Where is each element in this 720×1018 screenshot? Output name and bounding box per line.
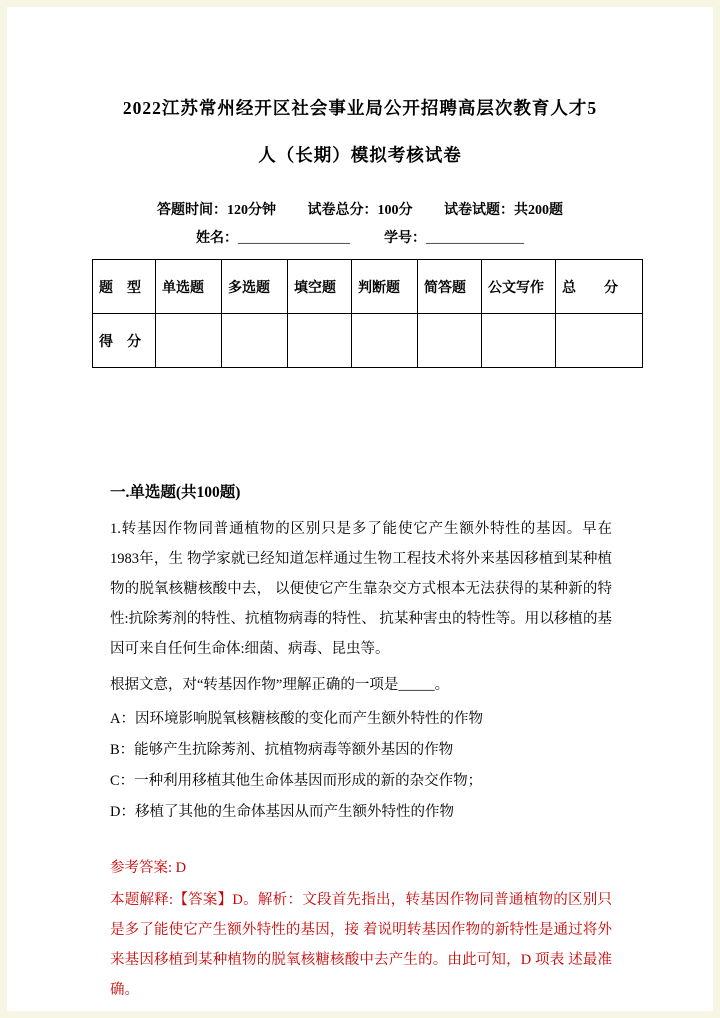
exam-meta-line xyxy=(85,199,635,219)
name-label: 姓名： xyxy=(196,231,238,246)
option-b: B：能够产生抗除莠剂、抗植物病毒等额外基因的作物 xyxy=(110,742,454,758)
meta-total-score: 试卷总分：100分 xyxy=(307,203,413,218)
table-cell-fill-blank: 填空题 xyxy=(288,260,352,314)
table-cell-short-answer: 简答题 xyxy=(418,260,482,314)
reference-answer: 参考答案: D xyxy=(110,860,187,876)
option-c: C：一种利用移植其他生命体基因而形成的新的杂交作物； xyxy=(110,773,483,789)
table-cell-empty xyxy=(222,314,288,368)
table-cell-total-score: 总 分 xyxy=(556,260,643,314)
table-row-score xyxy=(93,314,643,368)
table-cell-question-type: 题 型 xyxy=(93,260,156,314)
table-cell-empty xyxy=(482,314,556,368)
name-blank: ________________ xyxy=(238,231,350,246)
document-body xyxy=(7,7,713,1005)
question-body: 1.转基因作物同普通植物的区别只是多了能使它产生额外特性的基因。早在1983年，生 物学家就已经知道怎样通过生物工程技术将外来基因移植到某种植物的脱氧核糖核酸中去， 以便使它产生靠杂交方式根本无法获得的某种新的特性:抗除莠剂的特性、抗植物病毒的特性、 抗某种害虫的特性等。用以移植的基因可来自任何生命体:细菌、病毒、昆虫等。 xyxy=(110,521,612,657)
table-row-header xyxy=(93,260,643,314)
answer-explanation: 本题解释:【答案】D。解析：文段首先指出，转基因作物同普通植物的区别只是多了能使它产生额外特性的基因，接 着说明转基因作物的新特性是通过将外来基因移植到某种植物的脱氧核糖核酸中去产生的。由此可知，D 项表 述最准确。 xyxy=(110,892,612,998)
table-cell-empty xyxy=(352,314,418,368)
meta-answer-time: 答题时间：120分钟 xyxy=(157,203,276,218)
table-cell-empty xyxy=(556,314,643,368)
exam-title: 2022江苏常州经开区社会事业局公开招聘高层次教育人才5人（长期）模拟考核试卷 xyxy=(122,98,598,165)
meta-question-count: 试卷试题：共200题 xyxy=(444,203,563,218)
table-cell-official-writing: 公文写作 xyxy=(482,260,556,314)
table-cell-score-label: 得 分 xyxy=(93,314,156,368)
score-table xyxy=(92,259,643,368)
option-d: D：移植了其他的生命体基因从而产生额外特性的作物 xyxy=(110,804,454,820)
question-stem: 根据文意，对“转基因作物”理解正确的一项是_____。 xyxy=(110,677,450,693)
option-a: A：因环境影响脱氧核糖核酸的变化而产生额外特性的作物 xyxy=(110,711,483,727)
exam-paper-sheet xyxy=(7,7,713,1011)
table-cell-empty xyxy=(156,314,222,368)
table-cell-empty xyxy=(288,314,352,368)
section-heading: 一.单选题(共100题) xyxy=(110,484,241,501)
name-id-line xyxy=(85,227,635,247)
table-cell-true-false: 判断题 xyxy=(352,260,418,314)
table-cell-multi-choice: 多选题 xyxy=(222,260,288,314)
question-options xyxy=(110,704,635,827)
table-cell-single-choice: 单选题 xyxy=(156,260,222,314)
table-cell-empty xyxy=(418,314,482,368)
student-id-label: 学号： xyxy=(384,231,426,246)
student-id-blank: ______________ xyxy=(426,231,524,246)
